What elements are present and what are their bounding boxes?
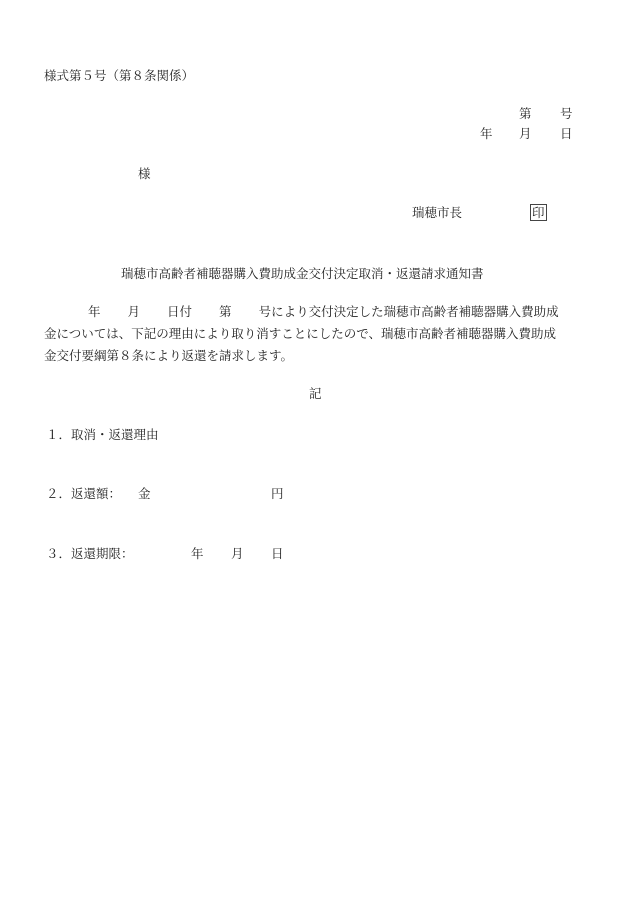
item-2-num: ２．	[46, 486, 72, 501]
body-year: 年	[88, 304, 101, 319]
body-line-1	[44, 301, 589, 323]
item-2-unit: 円	[271, 486, 284, 501]
number-suffix: 号	[560, 106, 573, 121]
seal-mark	[530, 204, 547, 221]
item-3-year: 年	[191, 546, 204, 561]
body-paragraph	[44, 301, 589, 367]
item-2-label: 返還額：	[71, 486, 122, 501]
date-day: 日	[560, 126, 573, 141]
seal-label: 印	[532, 205, 545, 220]
item-2	[46, 486, 121, 502]
number-prefix: 第	[519, 106, 532, 121]
body-month: 月	[127, 304, 141, 319]
item-1	[46, 427, 159, 443]
item-3-label: 返還期限：	[71, 546, 134, 561]
ki-heading: 記	[309, 386, 322, 401]
body-no-prefix: 第	[219, 304, 232, 319]
document-title: 瑞穂市高齢者補聴器購入費助成金交付決定取消・返還請求通知書	[121, 266, 484, 281]
item-2-prefix: 金	[138, 486, 151, 501]
body-line-3: 金交付要綱第８条により返還を請求します。	[44, 348, 294, 363]
item-3-num: ３．	[46, 546, 72, 561]
item-1-label: 取消・返還理由	[71, 427, 159, 442]
body-line-1-rest: 号により交付決定した瑞穂市高齢者補聴器購入費助成	[258, 304, 559, 319]
issuer-name: 瑞穂市長	[412, 205, 463, 220]
item-3	[46, 546, 134, 562]
body-line-2: 金については、下記の理由により取り消すことにしたので、瑞穂市高齢者補聴器購入費助成	[44, 326, 557, 341]
item-1-num: １．	[46, 427, 72, 442]
body-day: 日付	[167, 304, 193, 319]
form-label: 様式第５号（第８条関係）	[44, 68, 195, 83]
addressee-suffix: 様	[138, 166, 151, 181]
date-year: 年	[480, 126, 493, 141]
item-3-month: 月	[231, 546, 244, 561]
date-month: 月	[519, 126, 532, 141]
item-3-day: 日	[271, 546, 284, 561]
